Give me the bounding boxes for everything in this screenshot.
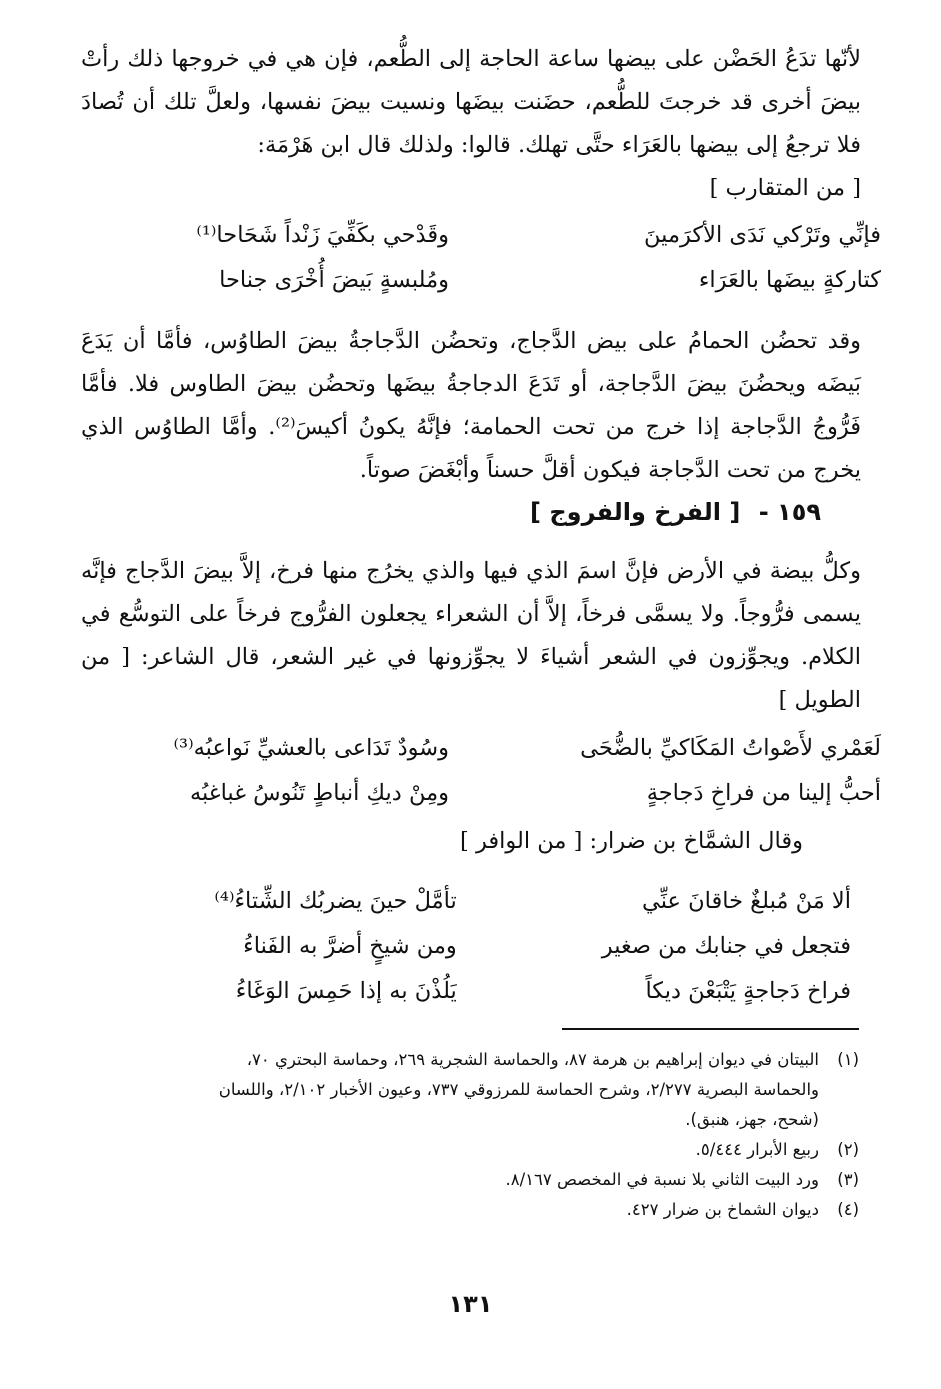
verse-line bbox=[81, 212, 881, 257]
hemistich-right: فتجعل في جنابك من صغير bbox=[601, 932, 851, 959]
verse-line bbox=[121, 923, 851, 968]
footnote-text: ربيع الأبرار ٥/٤٤٤. bbox=[695, 1140, 819, 1159]
hemistich-right: أحبُّ إلينا من فراخِ دَجاجةٍ bbox=[646, 779, 881, 806]
verse-block-2 bbox=[81, 725, 881, 815]
section-number: ١٥٩ - bbox=[758, 498, 821, 526]
footnote bbox=[79, 1075, 859, 1105]
poet-intro: وقال الشمَّاخ بن ضرار: [ من الوافر ] bbox=[460, 828, 803, 854]
paragraph-1-text: لأنّها تدَعُ الحَضْن على بيضها ساعة الحاجة إلى الطُّعم، فإن هي في خروجها ذلك رأتْ بيضَ أخرى قد خرجتَ للطُّعم، حضَنت بيضَها ونسيت بيضَ نفسها، ولعلَّ تلك أن تُصادَ فلا ترجعُ إلى بيضها بالعَرَاء حتَّى تهلك. قالوا: ولذلك قال ابن هَرْمَة: bbox=[81, 46, 861, 158]
meter-label-1: [ من المتقارب ] bbox=[709, 175, 861, 201]
footnote-number: (٤) bbox=[837, 1200, 859, 1219]
footnote-text: (شحح، جهز، هنبق). bbox=[685, 1110, 819, 1129]
meter-label-2: [ من الطويل ] bbox=[81, 644, 861, 713]
hemistich-left: وقَدْحي بكَفِّيَ زَنْداً شَحَاحا⁽¹⁾ bbox=[196, 221, 449, 248]
verse-line bbox=[121, 878, 851, 923]
footnote-text: البيتان في ديوان إبراهيم بن هرمة ٨٧، والحماسة الشجرية ٢٦٩، وحماسة البحتري ٧٠، bbox=[246, 1050, 819, 1069]
footnote bbox=[79, 1165, 859, 1195]
paragraph-1 bbox=[81, 38, 861, 210]
footnote-number: (١) bbox=[837, 1050, 859, 1069]
paragraph-3-text bbox=[81, 550, 861, 722]
paragraph-2-text: وقد تحضُن الحمامُ على بيض الدَّجاج، وتحضُن الدَّجاجةُ بيضَ الطاوُس، فأمَّا أن يَدَعَ بَيضَه ويحضُنَ بيضَ الدَّجاجة، أو تَدَعَ الدجاجةُ بيضَها وتحضُن بيضَ الطاوس فلا. فأمَّا فَرُّوجُ الدَّجاجة إذا خرج من تحت الحمامة؛ فإنَّهُ يكونُ أكيسَ⁽²⁾. وأمَّا الطاوُس الذي يخرج من تحت الدَّجاجة فيكون أقلَّ حسناً وأبْغَضَ صوتاً. bbox=[81, 328, 862, 483]
hemistich-right: فراخ دَجاجةٍ يَتْبَعْنَ ديكاً bbox=[645, 977, 851, 1004]
footnote bbox=[79, 1195, 859, 1225]
hemistich-left: ومُلبسةٍ بَيضَ أُخْرَى جناحا bbox=[219, 266, 449, 293]
paragraph-2 bbox=[81, 320, 861, 492]
hemistich-left: تأمَّلْ حينَ يضربُك الشِّتاءُ⁽⁴⁾ bbox=[214, 887, 457, 914]
section-title: [ الفرخ والفروج ] bbox=[530, 498, 741, 526]
hemistich-right: كتاركةٍ بيضَها بالعَرَاء bbox=[698, 266, 881, 293]
section-heading bbox=[530, 498, 821, 526]
verse-block-3 bbox=[121, 878, 851, 1013]
hemistich-right: لَعَمْري لأَصْواتُ المَكَاكيِّ بالضُّحَى bbox=[580, 734, 881, 761]
paragraph-3-body: وكلُّ بيضة في الأرض فإنَّ اسمَ الذي فيها والذي يخرُج منها فرخ، إلاَّ بيضَ الدَّجاج فإنَّه يسمى فرُّوجاً. ولا يسمَّى فرخاً، إلاَّ أن الشعراء يجعلون الفرُّوج فرخاً على التوسُّع في الكلام. ويجوِّزون في الشعر أشياءَ لا يجوِّزونها في غير الشعر، قال الشاعر: bbox=[81, 558, 861, 670]
hemistich-right: فإنِّي وتَرْكي نَدَى الأكرَمينَ bbox=[644, 221, 881, 248]
footnote-number bbox=[819, 1105, 859, 1135]
footnote bbox=[79, 1105, 859, 1135]
hemistich-right: ألا مَنْ مُبلغٌ خاقانَ عنِّي bbox=[641, 887, 851, 914]
footnote-number: (٢) bbox=[837, 1140, 859, 1159]
paragraph-3 bbox=[81, 550, 861, 722]
footnote-number: (٣) bbox=[837, 1170, 859, 1189]
footnote bbox=[79, 1045, 859, 1075]
page-number: ١٣١ bbox=[448, 1290, 493, 1318]
footnote-divider bbox=[562, 1028, 859, 1030]
hemistich-left: ومن شيخٍ أضرَّ به الفَناءُ bbox=[243, 932, 457, 959]
verse-line bbox=[81, 257, 881, 302]
verse-line bbox=[121, 968, 851, 1013]
hemistich-left: يَلُذْنَ به إذا حَمِسَ الوَغَاءُ bbox=[235, 977, 457, 1004]
footnotes bbox=[79, 1045, 859, 1225]
footnote bbox=[79, 1135, 859, 1165]
hemistich-left: وسُودٌ تَدَاعى بالعشيِّ نَواعبُه⁽³⁾ bbox=[173, 734, 449, 761]
footnote-text: ديوان الشماخ بن ضرار ٤٢٧. bbox=[626, 1200, 819, 1219]
verse-block-1 bbox=[81, 212, 881, 302]
verse-line bbox=[81, 725, 881, 770]
hemistich-left: ومِنْ ديكِ أنباطٍ تَنُوسُ غباغبُه bbox=[189, 779, 449, 806]
footnote-text: والحماسة البصرية ٢/٢٧٧، وشرح الحماسة للمرزوقي ٧٣٧، وعيون الأخبار ٢/١٠٢، واللسان bbox=[218, 1080, 819, 1099]
footnote-number bbox=[819, 1075, 859, 1105]
footnote-text: ورد البيت الثاني بلا نسبة في المخصص ٨/١٦٧. bbox=[505, 1170, 819, 1189]
verse-line bbox=[81, 770, 881, 815]
